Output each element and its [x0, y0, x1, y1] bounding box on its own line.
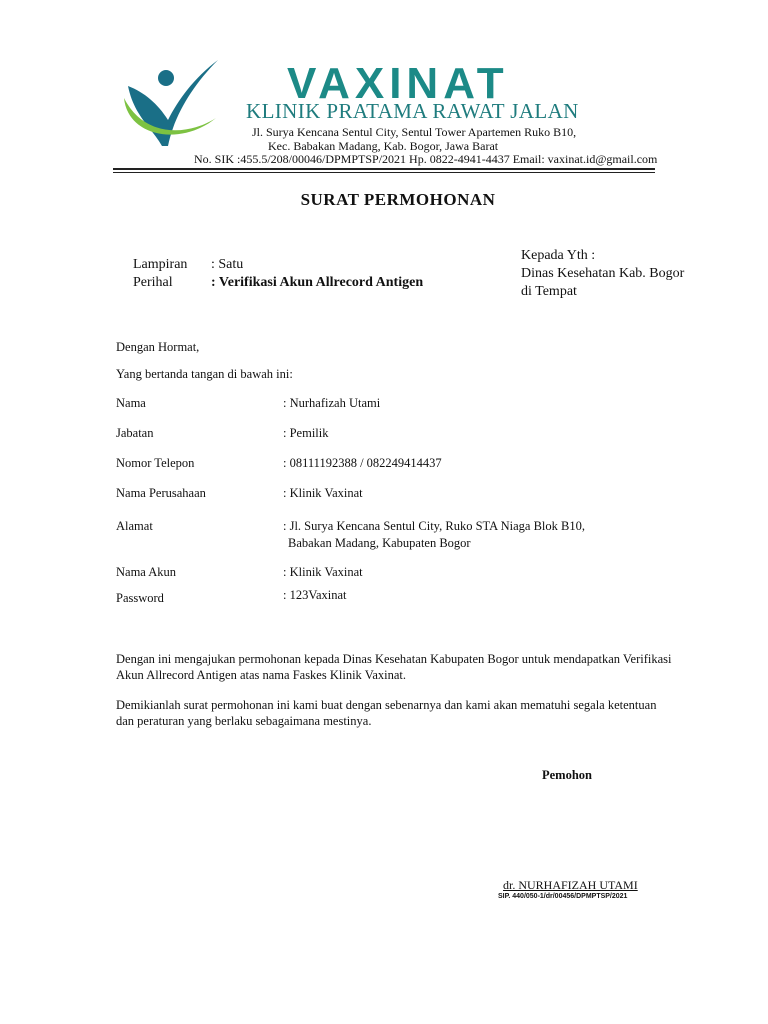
header-rule-thin	[113, 172, 655, 173]
perihal-value: : Verifikasi Akun Allrecord Antigen	[211, 275, 424, 290]
vaxinat-logo	[122, 56, 222, 152]
header-rule-thick	[113, 168, 655, 170]
lampiran-value: : Satu	[211, 257, 244, 272]
address-line-1: Jl. Surya Kencana Sentul City, Sentul Tower Apartemen Ruko B10,	[252, 125, 577, 139]
recipient-place: di Tempat	[521, 284, 577, 299]
field-value-perusahaan: : Klinik Vaxinat	[283, 486, 363, 500]
field-label-nama-akun: Nama Akun	[116, 565, 177, 579]
license-contact-line: No. SIK :455.5/208/00046/DPMPTSP/2021 Hp. 0822-4941-4437 Email: vaxinat.id@gmail.com	[194, 152, 658, 166]
recipient-greeting: Kepada Yth :	[521, 248, 596, 263]
perihal-label: Perihal	[133, 275, 173, 290]
field-value-nama: : Nurhafizah Utami	[283, 396, 381, 410]
field-label-jabatan: Jabatan	[116, 426, 154, 440]
lampiran-label: Lampiran	[133, 257, 188, 272]
field-label-alamat: Alamat	[116, 519, 153, 533]
signature-role: Pemohon	[542, 768, 592, 782]
clinic-name: KLINIK PRATAMA RAWAT JALAN	[246, 99, 579, 123]
signatory-sip: SIP. 440/050-1/dr/00456/DPMPTSP/2021	[498, 893, 628, 900]
signatory-name: dr. NURHAFIZAH UTAMI	[503, 878, 638, 892]
paragraph-1-line-2: Akun Allrecord Antigen atas nama Faskes Klinik Vaxinat.	[116, 668, 406, 682]
field-label-password: Password	[116, 591, 164, 605]
field-label-telepon: Nomor Telepon	[116, 456, 195, 470]
field-value-jabatan: : Pemilik	[283, 426, 329, 440]
salutation: Dengan Hormat,	[116, 340, 200, 354]
letter-title: SURAT PERMOHONAN	[300, 190, 496, 209]
field-label-perusahaan: Nama Perusahaan	[116, 486, 206, 500]
logo-head	[158, 70, 174, 86]
address-line-2: Kec. Babakan Madang, Kab. Bogor, Jawa Barat	[268, 139, 499, 153]
intro: Yang bertanda tangan di bawah ini:	[116, 367, 293, 381]
paragraph-1-line-1: Dengan ini mengajukan permohonan kepada Dinas Kesehatan Kabupaten Bogor untuk mendapatkan Verifikasi	[116, 652, 672, 666]
recipient-name: Dinas Kesehatan Kab. Bogor	[521, 266, 685, 281]
field-value-alamat: : Jl. Surya Kencana Sentul City, Ruko STA Niaga Blok B10,	[283, 519, 585, 533]
field-value-telepon: : 08111192388 / 082249414437	[283, 456, 442, 470]
brand-name: VAXINAT	[287, 59, 509, 108]
field-value-password: : 123Vaxinat	[283, 588, 347, 602]
paragraph-2-line-2: dan peraturan yang berlaku sebagaimana mestinya.	[116, 714, 372, 728]
field-label-nama: Nama	[116, 396, 146, 410]
field-value-alamat-line2: Babakan Madang, Kabupaten Bogor	[288, 536, 471, 550]
field-value-nama-akun: : Klinik Vaxinat	[283, 565, 363, 579]
paragraph-2-line-1: Demikianlah surat permohonan ini kami buat dengan sebenarnya dan kami akan mematuhi segala ketentuan	[116, 698, 657, 712]
